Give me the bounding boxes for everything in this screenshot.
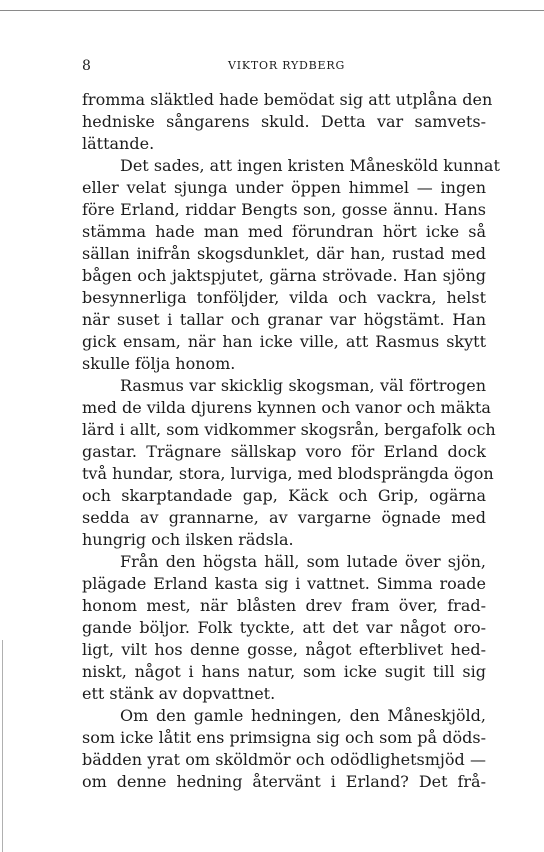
text-line: före Erland, riddar Bengts son, gosse ännu. Hans	[82, 200, 486, 219]
text-line: och skarptandade gap, Käck och Grip, ogärna	[82, 486, 486, 505]
text-line: bädden yrat om sköldmör och odödlighetsmjöd —	[82, 750, 486, 769]
text-line: fromma släktled hade bemödat sig att utplåna den	[82, 90, 493, 109]
text-line: stämma hade man med förundran hört icke så	[82, 222, 486, 241]
text-line: Det sades, att ingen kristen Månesköld kunnat	[120, 156, 500, 175]
running-head: VIKTOR RYDBERG	[228, 59, 346, 72]
text-line: om denne hedning återvänt i Erland? Det frå-	[82, 772, 486, 791]
text-line: niskt, något i hans natur, som icke sugit till sig	[82, 662, 486, 681]
text-line: plägade Erland kasta sig i vattnet. Simma roade	[82, 574, 486, 593]
text-line: gande böljor. Folk tyckte, att det var något oro-	[82, 618, 486, 637]
text-line: lättande.	[82, 134, 155, 153]
text-line: gick ensam, när han icke ville, att Rasmus skytt	[82, 332, 486, 351]
text-line: Rasmus var skicklig skogsman, väl förtrogen	[120, 376, 486, 395]
text-line: som icke låtit ens primsigna sig och som på döds-	[82, 728, 486, 747]
text-line: eller velat sjunga under öppen himmel — ingen	[82, 178, 486, 197]
text-line: sedda av grannarne, av vargarne ögnade med	[82, 508, 486, 527]
top-rule	[0, 10, 544, 11]
text-line: lärd i allt, som vidkommer skogsrån, bergafolk och	[82, 420, 496, 439]
text-line: sällan inifrån skogsdunklet, där han, rustad med	[82, 244, 486, 263]
text-line: hungrig och ilsken rädsla.	[82, 530, 294, 549]
text-line: honom mest, när blåsten drev fram över, frad-	[82, 596, 486, 615]
text-line: besynnerliga tonföljder, vilda och vackra, helst	[82, 288, 486, 307]
text-line: skulle följa honom.	[82, 354, 236, 373]
text-line: två hundar, stora, lurviga, med blodsprängda ögon	[82, 464, 494, 483]
text-line: gastar. Trägnare sällskap voro för Erland dock	[82, 442, 486, 461]
text-line: Från den högsta häll, som lutade över sjön,	[120, 552, 486, 571]
text-line: bågen och jaktspjutet, gärna strövade. Han sjöng	[82, 266, 486, 285]
text-line: hedniske sångarens skuld. Detta var samvets-	[82, 112, 486, 131]
text-line: när suset i tallar och granar var högstämt. Han	[82, 310, 486, 329]
text-line: med de vilda djurens kynnen och vanor och mäkta	[82, 398, 491, 417]
page-number: 8	[82, 58, 91, 74]
text-line: Om den gamle hedningen, den Måneskjöld,	[120, 706, 486, 725]
page-edge-line	[2, 640, 3, 852]
text-line: ligt, vilt hos denne gosse, något efterblivet hed-	[82, 640, 486, 659]
text-line: ett stänk av dopvattnet.	[82, 684, 276, 703]
body-text	[82, 89, 500, 793]
